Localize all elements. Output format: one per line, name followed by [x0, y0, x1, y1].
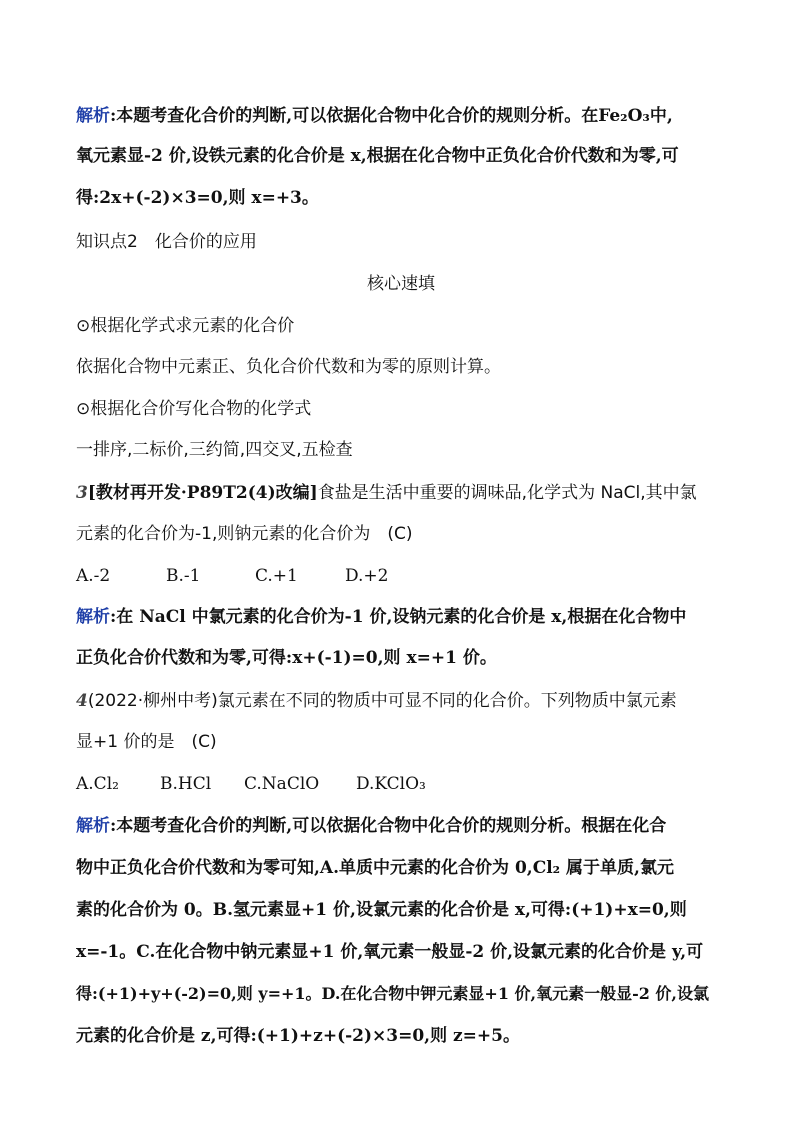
question-number: 3	[76, 483, 88, 503]
option-b: B.-1	[166, 566, 201, 586]
analysis-4-line-2: 物中正负化合价代数和为零可知,A.单质中元素的化合价为 0,Cl₂ 属于单质,氯元	[76, 858, 674, 878]
analysis-label: 解析	[76, 607, 110, 627]
section-subheading: 核心速填	[367, 274, 435, 294]
analysis-1-line-2: 氧元素显-2 价,设铁元素的化合价是 x,根据在化合物中正负化合价代数和为零,可	[76, 146, 679, 166]
option-a: A.-2	[76, 566, 111, 586]
item-2-title: ⊙根据化合价写化合物的化学式	[76, 399, 312, 419]
analysis-4-line-1: 解析:本题考查化合价的判断,可以依据化合物中化合价的规则分析。根据在化合	[76, 816, 667, 836]
analysis-4-line-4: x=-1。C.在化合物中钠元素显+1 价,氧元素一般显-2 价,设氯元素的化合价是 y,可	[76, 942, 704, 962]
analysis-1-line-1: 解析:本题考查化合价的判断,可以依据化合物中化合价的规则分析。在Fe₂O₃中,	[76, 106, 673, 126]
analysis-label: 解析	[76, 816, 110, 836]
question-3-line-2: 元素的化合价为-1,则钠元素的化合价为 (C)	[76, 524, 413, 544]
option-c: C.+1	[255, 566, 298, 586]
question-3-options	[76, 564, 389, 588]
item-1-text: 依据化合物中元素正、负化合价代数和为零的原则计算。	[76, 357, 501, 377]
analysis-3-line-1: 解析:在 NaCl 中氯元素的化合价为-1 价,设钠元素的化合价是 x,根据在化合物中	[76, 607, 687, 627]
analysis-label: 解析	[76, 106, 110, 126]
item-1-title: ⊙根据化学式求元素的化合价	[76, 316, 295, 336]
question-3-line-1: 3[教材再开发·P89T2(4)改编]食盐是生活中重要的调味品,化学式为 NaCl,其中氯	[76, 483, 697, 503]
question-number: 4	[76, 691, 88, 711]
analysis-4-line-6: 元素的化合价是 z,可得:(+1)+z+(-2)×3=0,则 z=+5。	[76, 1026, 520, 1046]
option-d: D.KClO₃	[356, 774, 426, 794]
question-4-line-1: 4(2022·柳州中考)氯元素在不同的物质中可显不同的化合价。下列物质中氯元素	[76, 691, 677, 711]
option-c: C.NaClO	[244, 774, 320, 794]
analysis-3-line-2: 正负化合价代数和为零,可得:x+(-1)=0,则 x=+1 价。	[76, 648, 497, 668]
question-4-options	[76, 772, 426, 796]
analysis-4-line-5: 得:(+1)+y+(-2)=0,则 y=+1。D.在化合物中钾元素显+1 价,氧元素一般显-2 价,设氯	[76, 984, 710, 1003]
analysis-4-line-3: 素的化合价为 0。B.氢元素显+1 价,设氯元素的化合价是 x,可得:(+1)+x=0,则	[76, 900, 687, 920]
question-source: [教材再开发·P89T2(4)改编]	[87, 483, 318, 503]
option-d: D.+2	[345, 566, 389, 586]
question-4-line-2: 显+1 价的是 (C)	[76, 732, 217, 752]
section-heading: 知识点2 化合价的应用	[76, 232, 257, 252]
option-b: B.HCl	[160, 774, 212, 794]
item-2-text: 一排序,二标价,三约简,四交叉,五检查	[76, 440, 353, 460]
option-a: A.Cl₂	[76, 774, 119, 794]
analysis-1-line-3: 得:2x+(-2)×3=0,则 x=+3。	[76, 188, 319, 208]
